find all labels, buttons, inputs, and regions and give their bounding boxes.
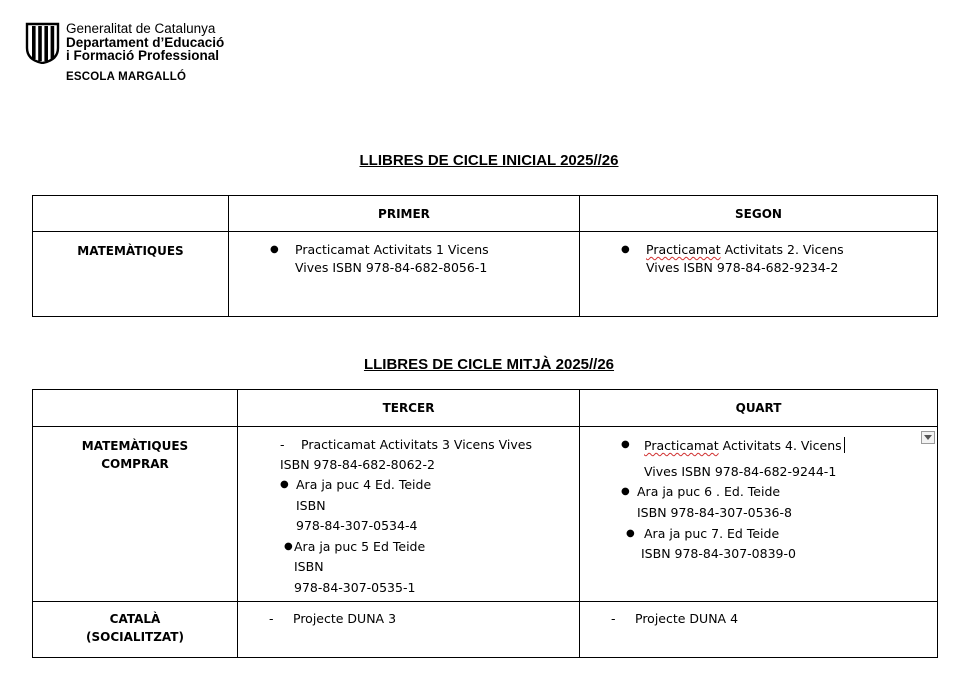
book-line: Vives ISBN 978-84-682-9244-1 [644,464,837,479]
subject-label [33,427,237,473]
school-name: ESCOLA MARGALLÓ [66,71,187,83]
subject-line-1: MATEMÀTIQUES [81,439,189,453]
dash-marker: - [611,611,616,626]
mitja-subject-cell [33,602,238,658]
bullet-icon: ● [621,244,630,255]
mitja-subject-cell [33,427,238,602]
book-line: Projecte DUNA 4 [635,611,739,626]
book-line: ISBN [296,498,326,513]
bullet-icon: ● [284,541,293,552]
mitja-corner-cell [33,390,238,427]
subject-line-1: CATALÀ [109,612,161,626]
org-line-3: i Formació Professional [66,48,220,63]
subject-label: MATEMÀTIQUES [77,244,184,258]
bullet-icon: ● [280,479,289,490]
bullet-icon: ● [270,244,279,255]
spellcheck-word: Practicamat [644,438,719,453]
inicial-primer-cell[interactable] [229,232,580,317]
mitja-table [32,389,938,658]
bullet-icon: ● [621,486,630,497]
mitja-header-tercer: TERCER [238,390,580,427]
text-cursor [844,437,846,453]
book-line: 978-84-307-0535-1 [294,580,416,595]
book-line: Vives ISBN 978-84-682-9234-2 [646,260,839,275]
mitja-tercer-cell[interactable] [238,427,580,602]
bullet-icon: ● [621,439,630,450]
dash-marker: - [280,437,285,452]
book-line: 978-84-307-0534-4 [296,518,418,533]
generalitat-logo [25,22,60,64]
mitja-quart-cell[interactable] [580,427,938,602]
book-line: Ara ja puc 4 Ed. Teide [296,477,432,492]
book-line: Ara ja puc 5 Ed Teide [294,539,426,554]
book-line [646,242,844,258]
book-line-rest: Activitats 2. Vicens [720,242,844,257]
subject-label [33,602,237,646]
book-line: ISBN 978-84-682-8062-2 [280,457,435,472]
book-line-rest: Activitats 4. Vicens [718,438,842,453]
subject-line-2: (SOCIALITZAT) [86,630,184,644]
book-line: ISBN 978-84-307-0839-0 [641,546,796,561]
book-line: Vives ISBN 978-84-682-8056-1 [295,260,488,275]
inicial-table [32,195,938,317]
inicial-header-primer: PRIMER [229,196,580,232]
book-line: ISBN 978-84-307-0536-8 [637,505,792,520]
book-line [644,437,845,454]
organization-name [66,22,224,63]
inicial-subject-cell [33,232,229,317]
book-line: Ara ja puc 6 . Ed. Teide [637,484,781,499]
book-line: ISBN [294,559,324,574]
dropdown-arrow-icon[interactable] [921,431,935,444]
mitja-quart-cell[interactable] [580,602,938,658]
mitja-title: LLIBRES DE CICLE MITJÀ 2025//26 [363,356,615,373]
book-line: Ara ja puc 7. Ed Teide [644,526,780,541]
book-line: Practicamat Activitats 1 Vicens [295,242,489,257]
dash-marker: - [269,611,274,626]
subject-line-2: COMPRAR [101,457,169,471]
book-line: Practicamat Activitats 3 Vicens Vives [301,437,532,452]
inicial-corner-cell [33,196,229,232]
mitja-header-quart: QUART [580,390,938,427]
mitja-tercer-cell[interactable] [238,602,580,658]
book-line: Projecte DUNA 3 [293,611,397,626]
inicial-header-segon: SEGON [580,196,938,232]
bullet-icon: ● [626,528,635,539]
org-line-2: Departament d’Educació [66,34,225,50]
inicial-segon-cell[interactable] [580,232,938,317]
inicial-title: LLIBRES DE CICLE INICIAL 2025//26 [359,152,619,169]
org-line-1: Generalitat de Catalunya [66,21,216,36]
spellcheck-word: Practicamat [646,242,721,257]
